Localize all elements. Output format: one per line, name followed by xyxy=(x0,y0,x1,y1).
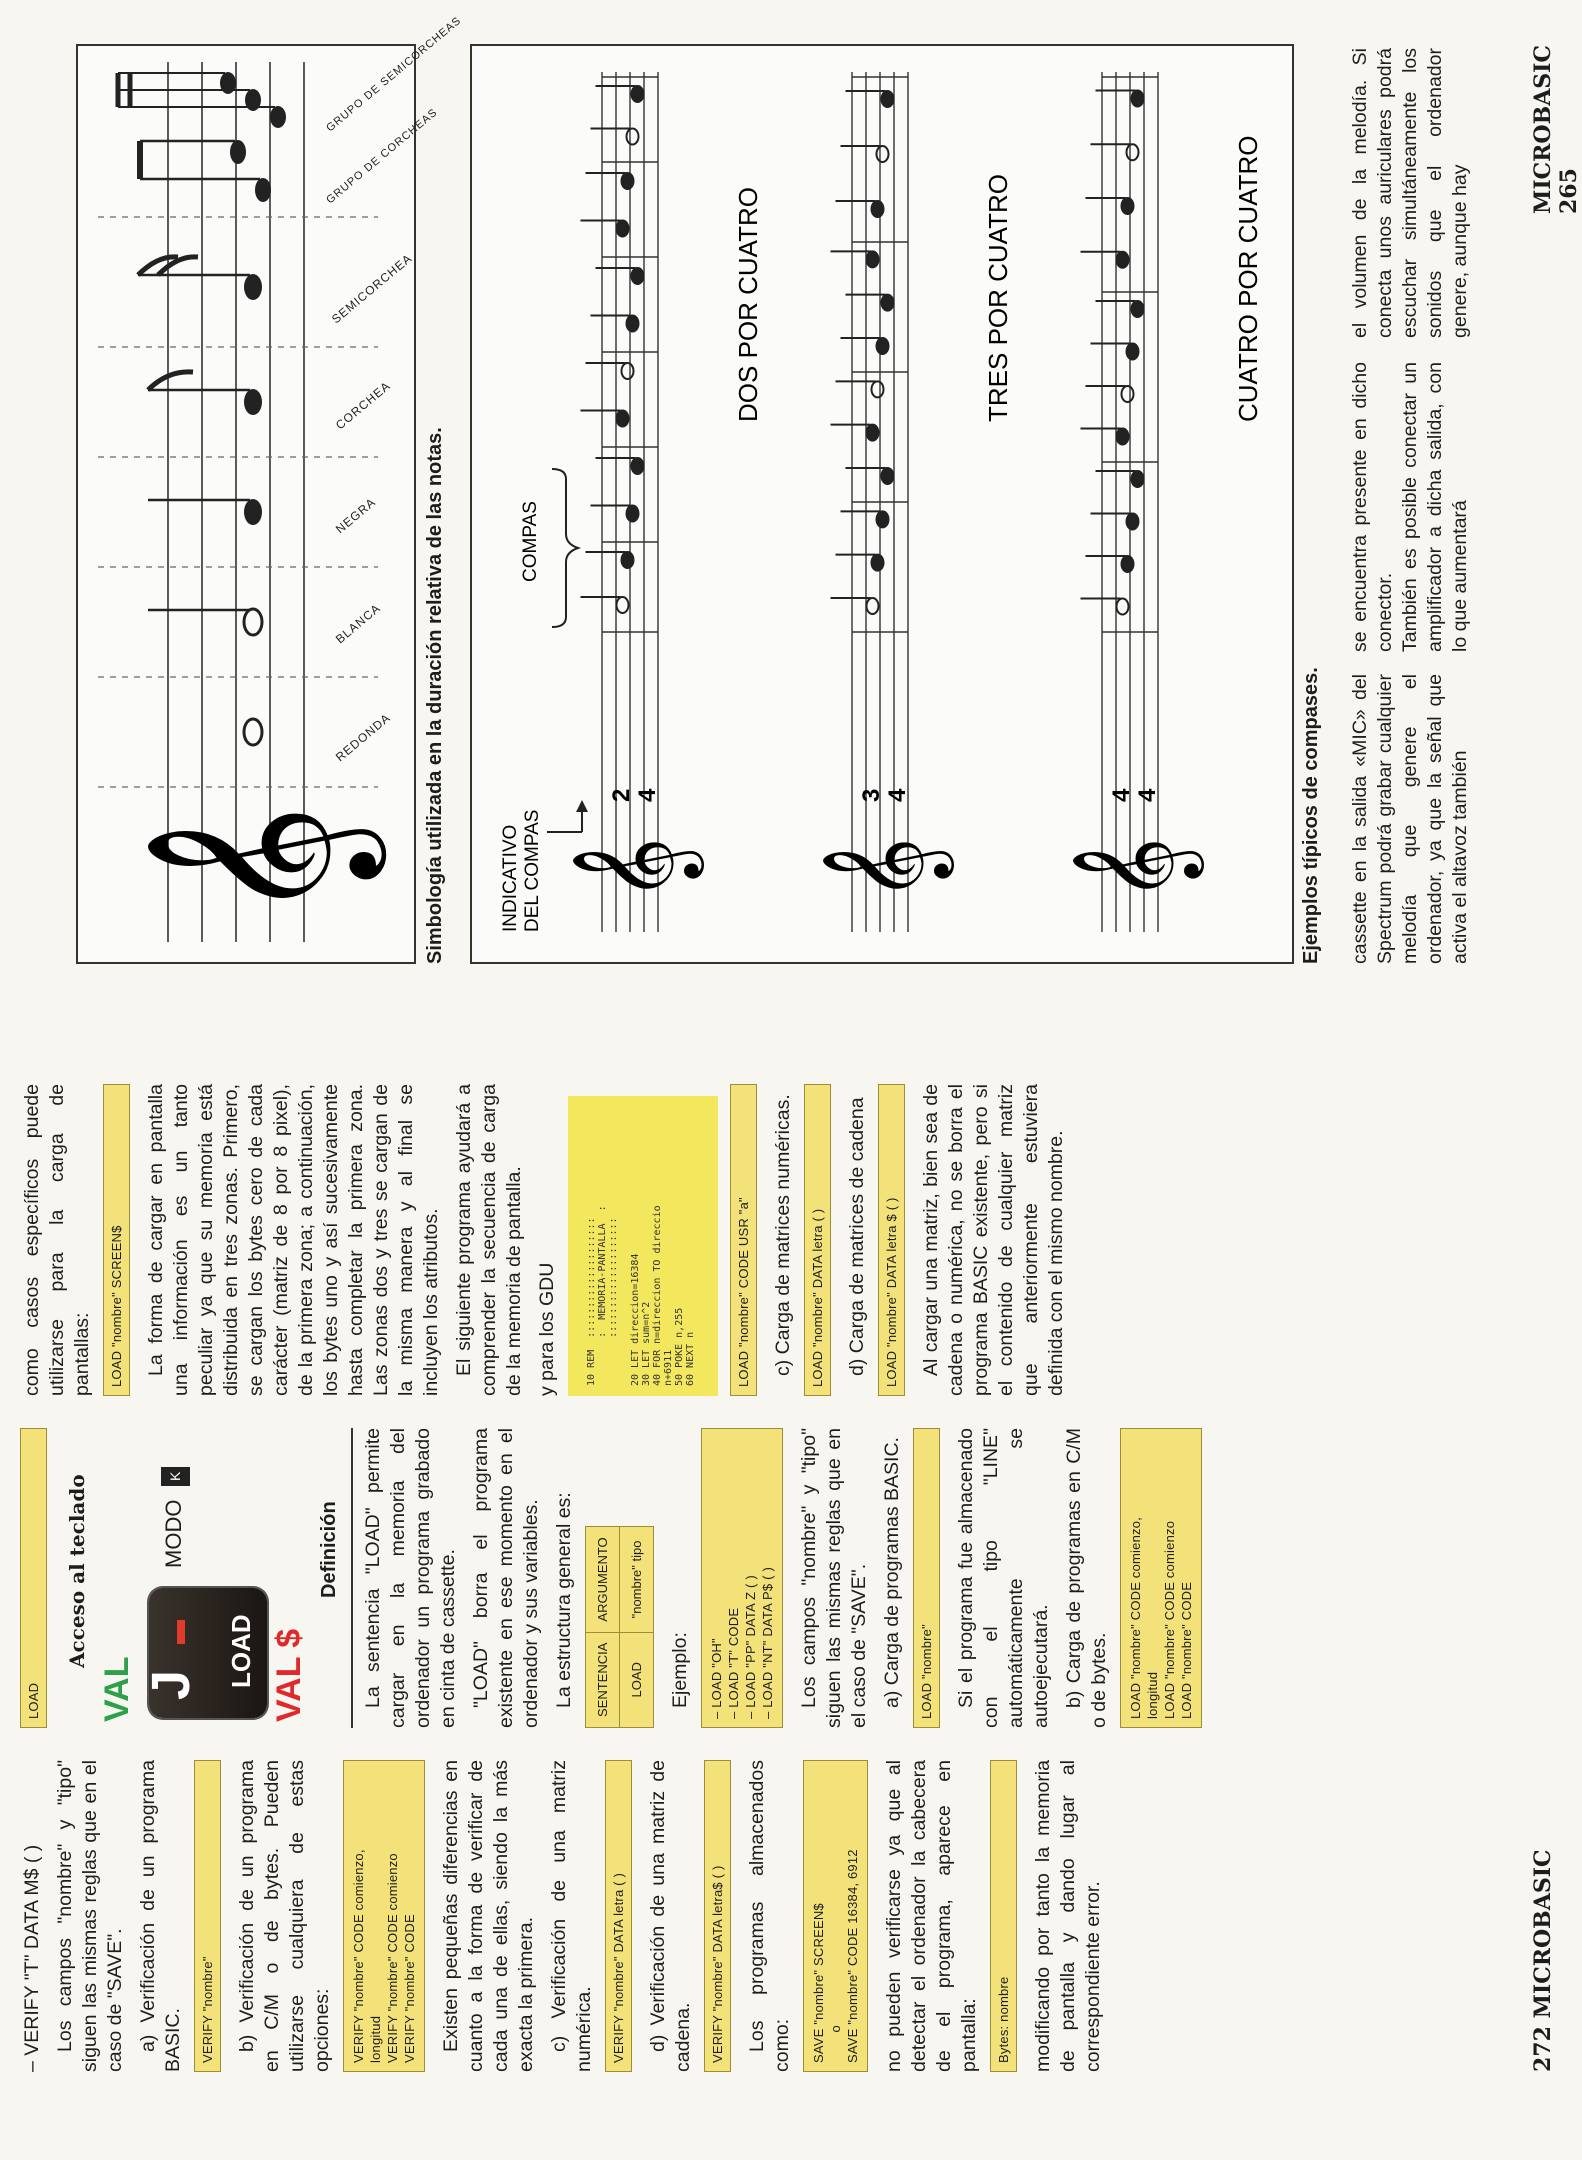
paragraph: Los programas almacenados como: xyxy=(746,1760,793,2072)
code-box: LOAD "nombre" CODE USR "a" xyxy=(730,1084,757,1396)
treble-clef-icon: 𝄞 xyxy=(573,836,696,902)
label-negra: NEGRA xyxy=(332,494,379,537)
paragraph: – VERIFY "T" DATA M$ ( ) xyxy=(21,1844,43,2072)
code-box: LOAD "nombre" SCREEN$ xyxy=(103,1084,130,1396)
paragraph: La estructura general es: xyxy=(553,1492,575,1708)
note-head-icon xyxy=(627,129,639,145)
note-head-icon xyxy=(627,316,639,332)
code-box: LOAD "nombre" xyxy=(913,1428,940,1728)
indicativo-label-2: DEL COMPAS xyxy=(522,809,543,932)
right-text-col-2: se encuentra presente en dicho conector. También es posible conectar un amplificador a dicha salida, con lo que aumentará xyxy=(1349,362,1471,652)
keyboard-title: Acceso al teclado xyxy=(65,1474,89,1668)
note-head-icon xyxy=(1127,144,1139,160)
note-head-icon xyxy=(622,173,634,189)
note-head-icon xyxy=(867,598,879,614)
code-box: – LOAD "OH" – LOAD "T" CODE – LOAD "PP" DATA Z ( ) – LOAD "NT" DATA P$ ( ) xyxy=(701,1428,783,1728)
footer-right: MICROBASIC 265 xyxy=(1530,45,1582,214)
treble-clef-icon: 𝄞 xyxy=(1073,836,1196,902)
note-head-icon xyxy=(1122,386,1134,402)
key-red-mark xyxy=(177,1620,185,1644)
sig-4-bottom: 4 xyxy=(1134,788,1161,802)
treble-clef-icon: 𝄞 xyxy=(823,836,946,902)
note-head-icon xyxy=(877,146,889,162)
eighth-group-icon xyxy=(140,140,271,202)
note-head-icon xyxy=(877,338,889,354)
paragraph: d) Verificación de una matriz de cadena. xyxy=(647,1760,694,2072)
note-head-icon xyxy=(882,295,894,311)
paragraph: Los campos "nombre" y "tipo" siguen las mismas reglas que en el caso de "SAVE". xyxy=(54,1760,126,2072)
program-screen xyxy=(568,1096,718,1396)
sig-4-top: 4 xyxy=(1108,788,1135,802)
paragraph: no pueden verificarse ya que al detectar el ordenador la cabecera de el programa, aparece en pantalla: xyxy=(883,1760,980,2072)
sig-2-bottom: 4 xyxy=(634,788,661,802)
note-head-icon xyxy=(627,506,639,522)
note-head-icon xyxy=(622,363,634,379)
eighth-note-icon xyxy=(148,372,262,415)
row-title-2-4: DOS POR CUATRO xyxy=(733,187,763,422)
code-box: LOAD "nombre" DATA letra ( ) xyxy=(804,1084,831,1396)
label-grupo-corcheas: GRUPO DE CORCHEAS xyxy=(324,106,441,207)
structure-table xyxy=(585,1526,654,1728)
label-grupo-semicorcheas: GRUPO DE SEMICORCHEAS xyxy=(324,14,464,135)
key-letter: J xyxy=(141,1669,201,1700)
paragraph: b) Verificación de un programa en C/M o de bytes. Pueden utilizarse cualquiera de estas opciones: xyxy=(236,1760,333,2072)
paragraph: c) Carga de matrices numéricas. xyxy=(772,1094,794,1376)
val-label: VAL xyxy=(98,1656,136,1722)
note-head-icon xyxy=(872,381,884,397)
note-head-icon xyxy=(882,91,894,107)
code-box: SAVE "nombre" SCREEN$ o SAVE "nombre" CODE 16384, 6912 xyxy=(803,1760,868,2072)
key-word: LOAD xyxy=(226,1614,256,1688)
note-head-icon xyxy=(867,425,879,441)
table-header: SENTENCIA xyxy=(586,1632,620,1727)
note-head-icon xyxy=(632,86,644,102)
note-head-icon xyxy=(632,458,644,474)
time-signatures-svg xyxy=(472,46,1292,962)
modo-key: K xyxy=(161,1467,190,1486)
code-box: VERIFY "nombre" xyxy=(194,1760,221,2072)
label-redonda: REDONDA xyxy=(332,710,394,765)
keyboard-access-box xyxy=(61,1428,353,1728)
table-cell: LOAD xyxy=(620,1632,654,1727)
code-box: VERIFY "nombre" DATA letra ( ) xyxy=(605,1760,632,2072)
compas-label: COMPAS xyxy=(520,501,541,582)
screen-listing: 10 REM :::::::::::::::::::: : MEMORIA-PANTALLA : :::::::::::::::::::: 20 LET direccion=16384 30 LET sum=n^2 40 FOR n=direccion TO direccio n+6911 50 POKE n,255 60 NEXT n xyxy=(586,1205,696,1386)
note-head-icon xyxy=(872,201,884,217)
note-head-icon xyxy=(617,411,629,427)
note-head-icon xyxy=(867,251,879,267)
footer-left: 272 MICROBASIC xyxy=(1530,1849,1556,2072)
figure-caption-2: Ejemplos típicos de compases. xyxy=(1300,667,1322,964)
paragraph: La forma de cargar en pantalla una información es un tanto peculiar ya que su memoria está distribuida en tres zonas. Primero, se cargan los bytes cero de cada carácter (matriz de 8 por 8 pixel), de la primera zona; a continuación, los bytes uno y así sucesivamente hasta completar la primera zona. Las zonas dos y tres se cargan de la misma manera y al final se incluyen los atributos. xyxy=(145,1084,442,1396)
right-text-col-1: cassette en la salida «MIC» del Spectrum podrá grabar cualquier melodía que genere el ordenador, ya que la señal que activa el altavoz también xyxy=(1349,674,1471,964)
paragraph: La sentencia "LOAD" permite cargar en la memoria del ordenador un programa grabado en cinta de cassette. xyxy=(362,1428,459,1728)
note-head-icon xyxy=(1132,301,1144,317)
table-header: ARGUMENTO xyxy=(586,1527,620,1632)
paragraph: a) Carga de programas BASIC. xyxy=(881,1437,903,1708)
modo-label: MODO xyxy=(161,1499,186,1568)
paragraph: modificando por tanto la memoria de pantalla y dando lugar al correspondiente error. xyxy=(1032,1760,1104,2072)
code-box: VERIFY "nombre" DATA letra$ ( ) xyxy=(704,1760,731,2072)
note-head-icon xyxy=(1132,91,1144,107)
paragraph: Al cargar una matriz, bien sea de cadena o numérica, no se borra el programa BASIC existente, pero si el contenido de cualquier matriz que anteriormente estuviera definida con el mismo nombre. xyxy=(920,1084,1067,1396)
paragraph: a) Verificación de un programa BASIC. xyxy=(137,1760,184,2072)
paragraph: Los campos "nombre" y "tipo" siguen las mismas reglas que en el caso de "SAVE". xyxy=(798,1428,870,1728)
row-title-4-4: CUATRO POR CUATRO xyxy=(1233,135,1263,422)
label-semicorchea: SEMICORCHEA xyxy=(328,251,415,327)
paragraph: "LOAD" borra el programa existente en ese momento en el ordenador y sus variables. xyxy=(470,1428,542,1728)
note-head-icon xyxy=(877,511,889,527)
right-text-col-3: el volumen de la melodía. Si conecta unos auriculares podrá escuchar simultáneamente los sonidos que el ordenador genere, aunque hay xyxy=(1349,48,1471,338)
quarter-note-icon xyxy=(148,499,262,525)
note-head-icon xyxy=(1117,599,1129,615)
label-corchea: CORCHEA xyxy=(332,378,394,433)
note-head-icon xyxy=(617,597,629,613)
sig-2-top: 2 xyxy=(608,788,635,802)
sixteenth-note-icon xyxy=(138,257,262,300)
left-column-1 xyxy=(20,1760,1114,2072)
code-box: LOAD "nombre" DATA letra $ ( ) xyxy=(878,1084,905,1396)
definition-title: Definición xyxy=(318,1501,340,1598)
left-column-3 xyxy=(20,1084,1077,1396)
paragraph: y para los GDU xyxy=(536,1262,558,1396)
left-column-2 xyxy=(20,1428,1216,1728)
time-signatures-figure xyxy=(470,44,1294,964)
note-head-icon xyxy=(1117,252,1129,268)
code-box: LOAD "nombre" CODE comienzo, longitud LOAD "nombre" CODE comienzo LOAD "nombre" CODE xyxy=(1120,1428,1202,1728)
paragraph: Ejemplo: xyxy=(669,1632,691,1708)
note-head-icon xyxy=(872,555,884,571)
note-head-icon xyxy=(1122,556,1134,572)
note-head-icon xyxy=(1127,344,1139,360)
row-title-3-4: TRES POR CUATRO xyxy=(983,174,1013,422)
paragraph: b) Carga de programas en C/M o de bytes. xyxy=(1063,1428,1110,1728)
sig-3-top: 3 xyxy=(858,788,885,802)
note-head-icon xyxy=(1122,198,1134,214)
sig-3-bottom: 4 xyxy=(884,788,911,802)
note-head-icon xyxy=(617,221,629,237)
val-string-label: VAL $ xyxy=(270,1628,308,1722)
code-box: VERIFY "nombre" CODE comienzo, longitud VERIFY "nombre" CODE comienzo VERIFY "nombre" CODE xyxy=(343,1760,425,2072)
paragraph: Existen pequeñas diferencias en cuanto a la forma de verificar de cada una de ellas, siendo la más exacta la primera. xyxy=(440,1760,537,2072)
note-head-icon xyxy=(882,468,894,484)
paragraph: c) Verificación de una matriz numérica. xyxy=(548,1760,595,2072)
note-head-icon xyxy=(1117,429,1129,445)
treble-clef-icon: 𝄞 xyxy=(148,803,371,922)
code-box: Bytes: nombre xyxy=(990,1760,1017,2072)
j-key xyxy=(141,1588,267,1718)
whole-note-icon xyxy=(244,719,262,745)
paragraph: Si el programa fue almacenado con el tipo "LINE" automáticamente se autoejecutará. xyxy=(955,1428,1052,1728)
half-note-icon xyxy=(148,609,262,635)
note-head-icon xyxy=(622,552,634,568)
code-box: LOAD xyxy=(20,1428,47,1728)
note-head-icon xyxy=(1127,514,1139,530)
indicativo-label: INDICATIVO xyxy=(500,824,521,932)
paragraph: El siguiente programa ayudará a comprender la secuencia de carga de la memoria de pantalla. xyxy=(453,1084,525,1396)
paragraph: d) Carga de matrices de cadena xyxy=(846,1097,868,1376)
note-head-icon xyxy=(1132,471,1144,487)
paragraph: como casos específicos puede utilizarse para la carga de pantallas: xyxy=(21,1084,93,1396)
note-head-icon xyxy=(632,268,644,284)
figure-caption-1: Simbología utilizada en la duración relativa de las notas. xyxy=(424,427,446,964)
table-cell: "nombre" tipo xyxy=(620,1527,654,1632)
label-blanca: BLANCA xyxy=(332,600,384,647)
